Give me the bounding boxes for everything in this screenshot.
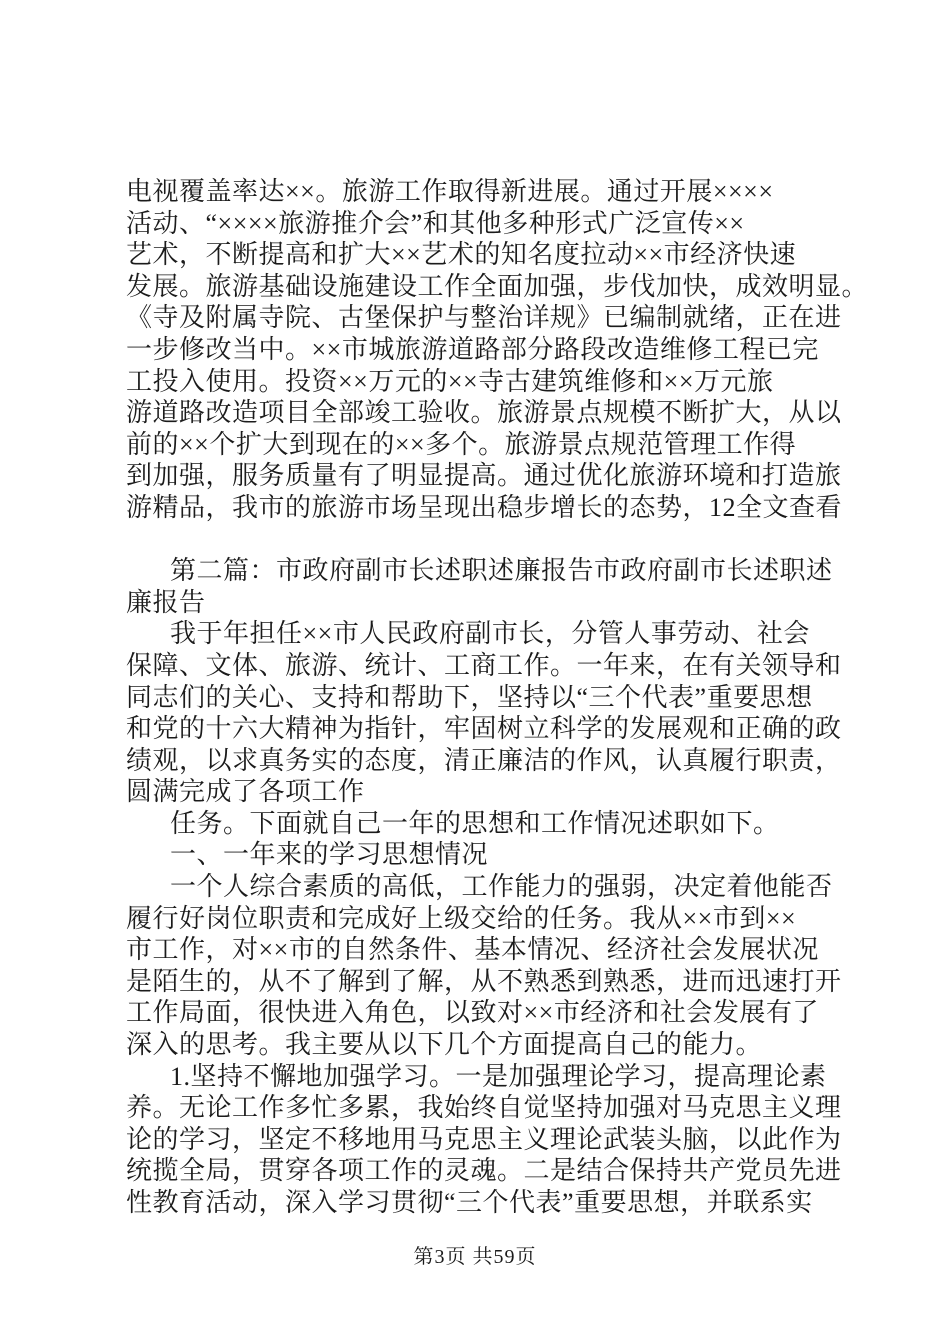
text-line: 论的学习，坚定不移地用马克思主义理论武装头脑，以此作为 bbox=[126, 1124, 842, 1154]
text-line: 市工作，对××市的自然条件、基本情况、经济社会发展状况 bbox=[126, 935, 819, 965]
document-body bbox=[126, 176, 869, 1219]
text-line: 统揽全局，贯穿各项工作的灵魂。二是结合保持共产党员先进 bbox=[126, 1156, 842, 1186]
text-line: 保障、文体、旅游、统计、工商工作。一年来，在有关领导和 bbox=[126, 650, 842, 680]
text-line: 工作局面，很快进入角色，以致对××市经济和社会发展有了 bbox=[126, 998, 819, 1028]
text-line: 游道路改造项目全部竣工验收。旅游景点规模不断扩大，从以 bbox=[126, 398, 842, 428]
text-line: 活动、“××××旅游推介会”和其他多种形式广泛宣传×× bbox=[126, 208, 745, 238]
text-line: 同志们的关心、支持和帮助下，坚持以“三个代表”重要思想 bbox=[126, 682, 813, 712]
text-line: 任务。下面就自己一年的思想和工作情况述职如下。 bbox=[170, 808, 780, 838]
text-line: 游精品，我市的旅游市场呈现出稳步增长的态势，12全文查看 bbox=[126, 492, 843, 522]
text-line: 一步修改当中。××市城旅游道路部分路段改造维修工程已完 bbox=[126, 334, 819, 364]
text-line: 性教育活动，深入学习贯彻“三个代表”重要思想，并联系实 bbox=[126, 1188, 813, 1217]
text-line: 是陌生的，从不了解到了解，从不熟悉到熟悉，进而迅速打开 bbox=[126, 966, 842, 996]
text-line: 廉报告 bbox=[126, 587, 206, 617]
text-line: 和党的十六大精神为指针，牢固树立科学的发展观和正确的政 bbox=[126, 714, 842, 744]
text-line: 1.坚持不懈地加强学习。一是加强理论学习，提高理论素 bbox=[170, 1061, 827, 1091]
text-line: 前的××个扩大到现在的××多个。旅游景点规范管理工作得 bbox=[126, 429, 797, 459]
text-line: 《寺及附属寺院、古堡保护与整治详规》已编制就绪，正在进 bbox=[126, 303, 842, 333]
text-line: 一、一年来的学习思想情况 bbox=[170, 840, 489, 870]
text-line: 艺术，不断提高和扩大××艺术的知名度拉动××市经济快速 bbox=[126, 240, 797, 270]
text-line: 电视覆盖率达××。旅游工作取得新进展。通过开展×××× bbox=[126, 177, 774, 206]
text-line: 到加强，服务质量有了明显提高。通过优化旅游环境和打造旅 bbox=[126, 461, 842, 491]
text-line: 发展。旅游基础设施建设工作全面加强，步伐加快，成效明显。 bbox=[126, 271, 869, 301]
text-line: 我于年担任××市人民政府副市长，分管人事劳动、社会 bbox=[170, 619, 810, 649]
text-line: 工投入使用。投资××万元的××寺古建筑维修和××万元旅 bbox=[126, 366, 774, 396]
text-line: 绩观，以求真务实的态度，清正廉洁的作风，认真履行职责， bbox=[126, 745, 842, 775]
text-line: 养。无论工作多忙多累，我始终自觉坚持加强对马克思主义理 bbox=[126, 1093, 842, 1123]
text-line: 第二篇：市政府副市长述职述廉报告市政府副市长述职述 bbox=[170, 556, 833, 586]
text-line: 一个人综合素质的高低，工作能力的强弱，决定着他能否 bbox=[170, 872, 833, 902]
text-line: 圆满完成了各项工作 bbox=[126, 777, 365, 807]
text-line: 深入的思考。我主要从以下几个方面提高自己的能力。 bbox=[126, 1030, 763, 1060]
page-footer: 第3页 共59页 bbox=[413, 1246, 537, 1268]
text-line: 履行好岗位职责和完成好上级交给的任务。我从××市到×× bbox=[126, 903, 797, 933]
